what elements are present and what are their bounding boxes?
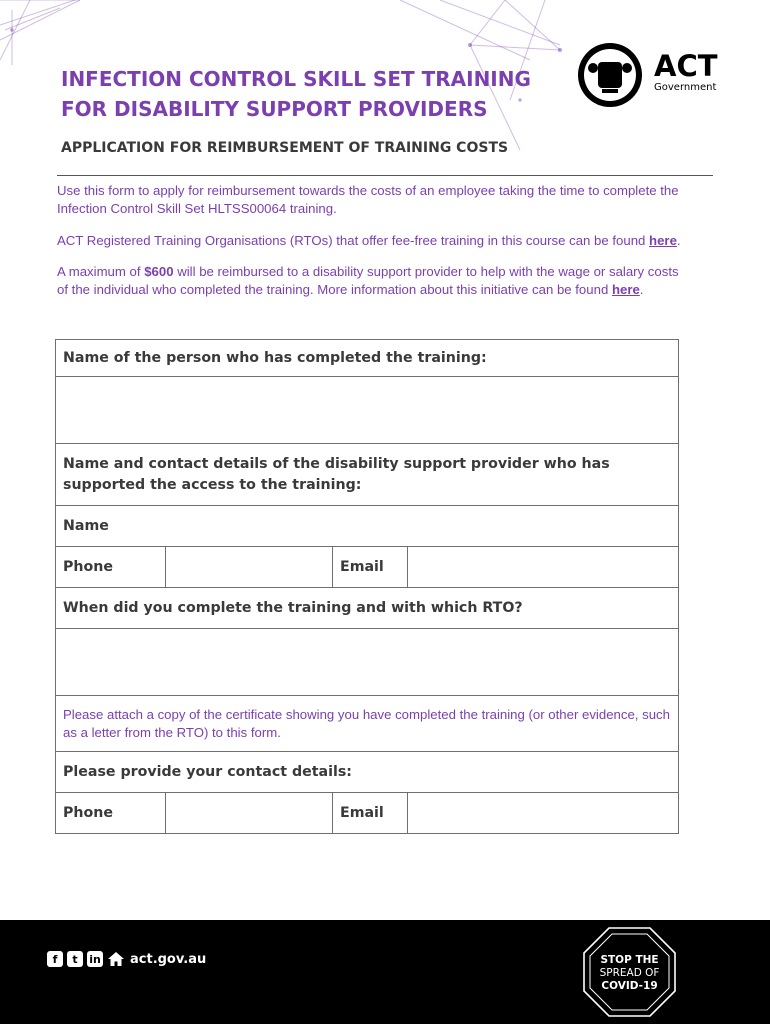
intro-paragraph-2: ACT Registered Training Organisations (RTOs) that offer fee-free training in this course can be found here.	[57, 232, 681, 248]
home-icon	[107, 951, 125, 967]
provider-details-label: Name and contact details of the disability support provider who has supported the access to the training:	[56, 444, 679, 506]
twitter-icon[interactable]: t	[67, 951, 83, 967]
contact-details-label: Please provide your contact details:	[56, 752, 679, 793]
training-date-rto-label: When did you complete the training and with which RTO?	[56, 588, 679, 629]
provider-email-field[interactable]	[408, 547, 679, 588]
badge-line-3: COVID-19	[601, 980, 658, 992]
website-link[interactable]: act.gov.au	[130, 951, 207, 967]
provider-phone-label: Phone	[56, 547, 166, 588]
applicant-email-field[interactable]	[408, 793, 679, 834]
badge-line-2: SPREAD OF	[599, 967, 660, 979]
intro-paragraph-3: A maximum of $600 will be reimbursed to a disability support provider to help with the wage or salary costs of the individual who completed the training. More information about this initiative can be found here.	[57, 263, 679, 298]
logo-government-text: Government	[654, 82, 717, 93]
title-line-2: FOR DISABILITY SUPPORT PROVIDERS	[61, 97, 488, 121]
footer	[0, 920, 770, 1024]
intro-paragraph-1: Use this form to apply for reimbursement towards the costs of an employee taking the time to complete the Infection Control Skill Set HLTSS00064 training.	[57, 183, 679, 217]
applicant-email-label: Email	[333, 793, 408, 834]
applicant-phone-label: Phone	[56, 793, 166, 834]
provider-phone-field[interactable]	[166, 547, 333, 588]
initiative-info-link[interactable]: here	[611, 282, 640, 298]
training-date-rto-field[interactable]	[56, 629, 679, 696]
rto-list-link[interactable]: here	[649, 232, 677, 248]
title-line-1: INFECTION CONTROL SKILL SET TRAINING	[61, 67, 531, 91]
social-links	[47, 951, 206, 967]
stop-spread-covid-badge	[581, 925, 678, 1019]
certificate-note: Please attach a copy of the certificate showing you have completed the training (or other evidence, such as a letter from the RTO) to this form.	[56, 696, 679, 752]
logo-act-text: ACT	[654, 49, 718, 83]
application-form	[55, 339, 679, 834]
facebook-icon[interactable]: f	[47, 951, 63, 967]
provider-email-label: Email	[333, 547, 408, 588]
badge-line-1: STOP THE	[600, 954, 659, 966]
provider-name-label: Name	[63, 518, 109, 534]
divider	[57, 175, 713, 176]
act-government-logo	[576, 42, 721, 108]
reimbursement-amount: $600	[144, 263, 174, 279]
applicant-phone-field[interactable]	[166, 793, 333, 834]
trainee-name-field[interactable]	[56, 377, 679, 444]
page-title	[61, 64, 581, 124]
trainee-name-label: Name of the person who has completed the training:	[56, 340, 679, 377]
provider-name-field[interactable]	[56, 506, 679, 547]
form-subtitle: APPLICATION FOR REIMBURSEMENT OF TRAINING COSTS	[61, 140, 509, 156]
intro-text	[57, 182, 682, 312]
linkedin-icon[interactable]: in	[87, 951, 103, 967]
